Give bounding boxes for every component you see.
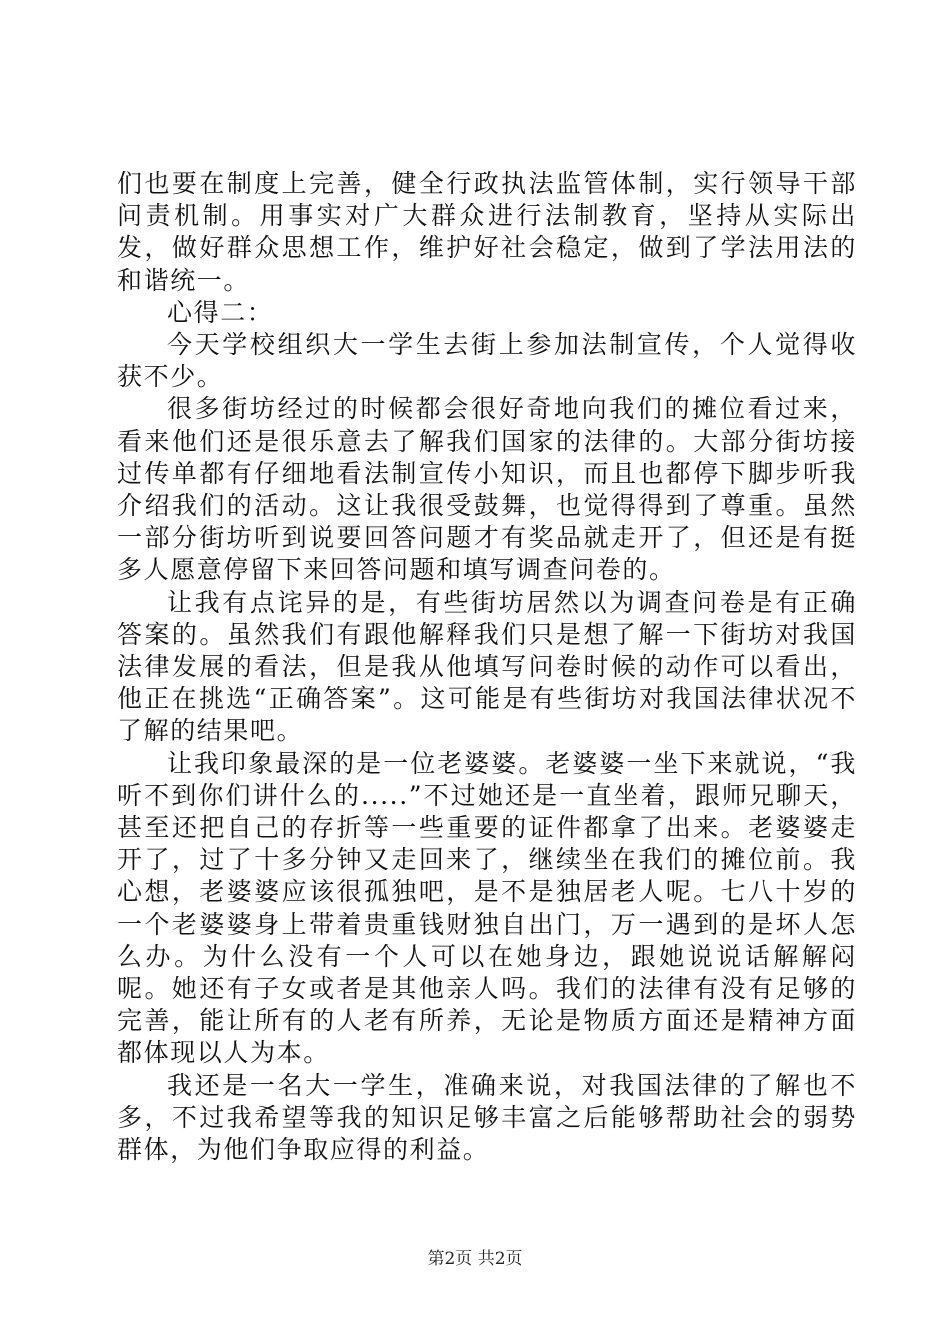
page-number-footer: 第2页 共2页 — [427, 1249, 523, 1269]
paragraph-continuation: 们也要在制度上完善，健全行政执法监管体制，实行领导干部问责机制。用事实对广大群众进行法制教育，坚持从实际出发，做好群众思想工作，维护好社会稳定，做到了学法用法的和谐统一。 — [117, 169, 857, 295]
paragraph: 很多街坊经过的时候都会很好奇地向我们的摊位看过来，看来他们还是很乐意去了解我们国家的法律的。大部分街坊接过传单都有仔细地看法制宣传小知识，而且也都停下脚步听我介绍我们的活动。这让我很受鼓舞，也觉得得到了尊重。虽然一部分街坊听到说要回答问题才有奖品就走开了，但还是有挺多人愿意停留下来回答问题和填写调查问卷的。 — [117, 394, 857, 585]
paragraph: 让我印象最深的是一位老婆婆。老婆婆一坐下来就说，“我听不到你们讲什么的.....”不过她还是一直坐着，跟师兄聊天，甚至还把自己的存折等一些重要的证件都拿了出来。老婆婆走开了，过了十多分钟又走回来了，继续坐在我们的摊位前。我心想，老婆婆应该很孤独吧，是不是独居老人呢。七八十岁的一个老婆婆身上带着贵重钱财独自出门，万一遇到的是坏人怎么办。为什么没有一个人可以在她身边，跟她说说话解解闷呢。她还有子女或者是其他亲人吗。我们的法律有没有足够的完善，能让所有的人老有所养，无论是物质方面还是精神方面都体现以人为本。 — [117, 748, 857, 1068]
paragraph: 我还是一名大一学生，准确来说，对我国法律的了解也不多，不过我希望等我的知识足够丰富之后能够帮助社会的弱势群体，为他们争取应得的利益。 — [117, 1070, 857, 1165]
paragraph: 让我有点诧异的是，有些街坊居然以为调查问卷是有正确答案的。虽然我们有跟他解释我们只是想了解一下街坊对我国法律发展的看法，但是我从他填写问卷时候的动作可以看出，他正在挑选“正确答案”。这可能是有些街坊对我国法律状况不了解的结果吧。 — [117, 587, 857, 746]
document-body — [117, 168, 857, 1166]
paragraph: 今天学校组织大一学生去街上参加法制宣传，个人觉得收获不少。 — [117, 330, 857, 392]
section-heading-xinde-2: 心得二： — [167, 297, 274, 327]
